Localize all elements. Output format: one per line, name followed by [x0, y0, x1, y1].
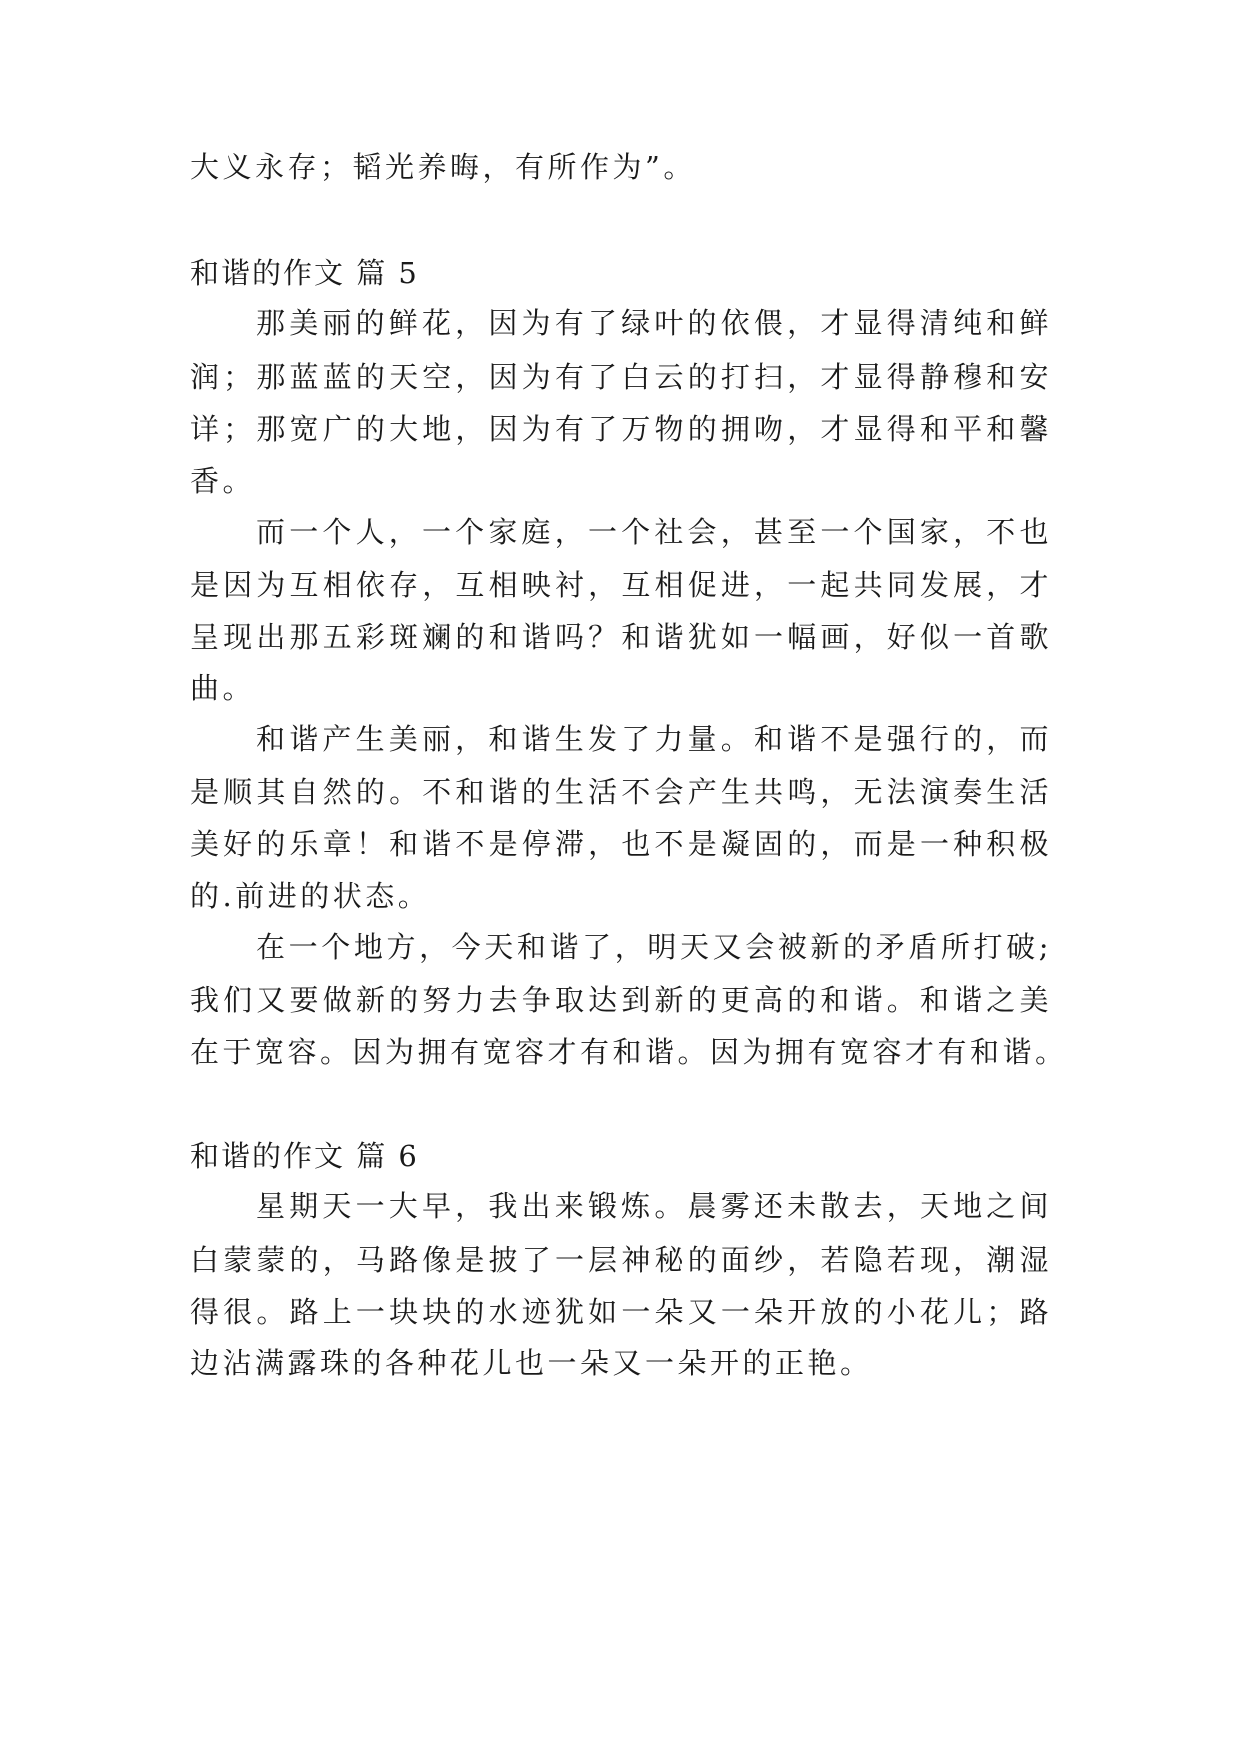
text-line: 边沾满露珠的各种花儿也一朵又一朵开的正艳。 — [190, 1346, 873, 1380]
text-line: 星期天一大早，我出来锻炼。晨雾还未散去，天地之间 — [256, 1189, 1052, 1223]
text-line: 润；那蓝蓝的天空，因为有了白云的打扫，才显得静穆和安 — [190, 360, 1052, 394]
text-line: 的.前进的状态。 — [190, 879, 431, 913]
text-line: 详；那宽广的大地，因为有了万物的拥吻，才显得和平和馨 — [190, 412, 1052, 446]
text-line: 那美丽的鲜花，因为有了绿叶的依偎，才显得清纯和鲜 — [256, 306, 1052, 340]
opening-line: 大义永存；韬光养晦，有所作为”。 — [190, 150, 696, 184]
text-line: 呈现出那五彩斑斓的和谐吗？和谐犹如一幅画，好似一首歌 — [190, 620, 1052, 654]
text-line: 和谐产生美丽，和谐生发了力量。和谐不是强行的，而 — [256, 722, 1052, 756]
text-line: 香。 — [190, 464, 256, 498]
section-heading-5: 和谐的作文 篇 5 — [190, 256, 419, 290]
text-line: 在一个地方，今天和谐了，明天又会被新的矛盾所打破; — [256, 930, 1052, 964]
text-line: 我们又要做新的努力去争取达到新的更高的和谐。和谐之美 — [190, 983, 1052, 1017]
text-line: 美好的乐章！和谐不是停滞，也不是凝固的，而是一种积极 — [190, 827, 1052, 861]
section-heading-6: 和谐的作文 篇 6 — [190, 1139, 419, 1173]
text-line: 是因为互相依存，互相映衬，互相促进，一起共同发展，才 — [190, 568, 1052, 602]
text-line: 白蒙蒙的，马路像是披了一层神秘的面纱，若隐若现，潮湿 — [190, 1243, 1052, 1277]
text-line: 而一个人，一个家庭，一个社会，甚至一个国家，不也 — [256, 515, 1052, 549]
text-line: 曲。 — [190, 671, 256, 705]
text-line: 得很。路上一块块的水迹犹如一朵又一朵开放的小花儿；路 — [190, 1295, 1052, 1329]
text-line: 是顺其自然的。不和谐的生活不会产生共鸣，无法演奏生活 — [190, 775, 1052, 809]
text-line: 在于宽容。因为拥有宽容才有和谐。因为拥有宽容才有和谐。 — [190, 1035, 1068, 1069]
